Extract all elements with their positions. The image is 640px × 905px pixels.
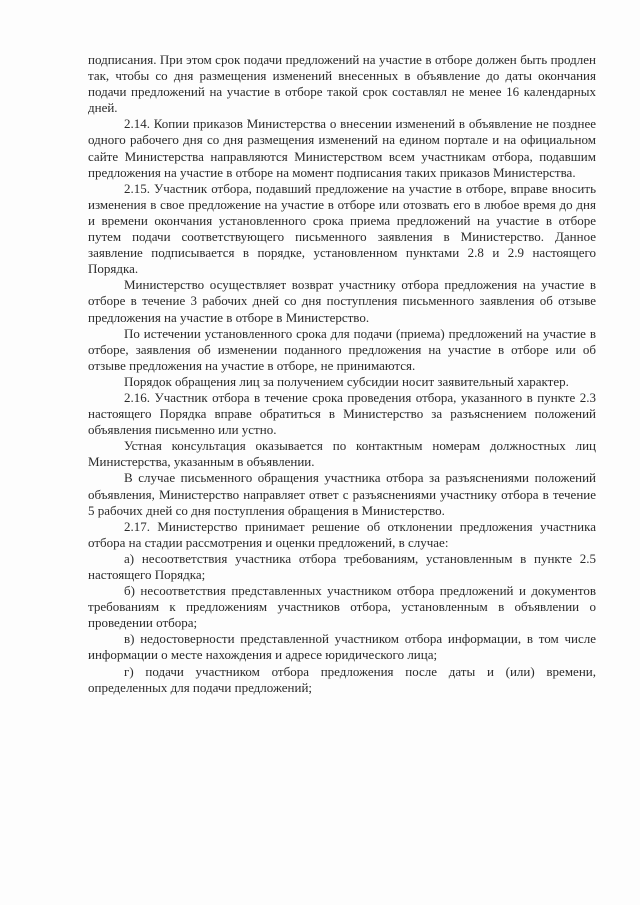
list-item-b: б) несоответствия представленных участником отбора предложений и документов требованиям к предложениям участников отбора, установленным в объявлении о проведении отбора; xyxy=(88,583,596,631)
paragraph-2-15: 2.15. Участник отбора, подавший предложение на участие в отборе, вправе вносить изменения в свое предложение на участие в отборе или отозвать его в любое время до дня и времени окончания установленного срока приема предложений на участие в отборе путем подачи соответствующего письменного заявления в Министерство. Данное заявление подписывается в порядке, установленном пунктами 2.8 и 2.9 настоящего Порядка. xyxy=(88,180,596,277)
paragraph-2-16: 2.16. Участник отбора в течение срока проведения отбора, указанного в пункте 2.3 настоящего Порядка вправе обратиться в Министерство за разъяснением положений объявления письменно или устно. xyxy=(88,389,596,438)
paragraph-oral-consultation: Устная консультация оказывается по контактным номерам должностных лиц Министерства, указанным в объявлении. xyxy=(88,438,596,470)
list-item-v: в) недостоверности представленной участником отбора информации, в том числе информации о месте нахождения и адресе юридического лица; xyxy=(88,631,596,663)
paragraph-application-nature: Порядок обращения лиц за получением субсидии носит заявительный характер. xyxy=(124,373,569,389)
paragraph-continuation: подписания. При этом срок подачи предложений на участие в отборе должен быть продлен так, чтобы со дня размещения изменений внесенных в объявление до даты окончания подачи предложений на участие в отборе такой срок составлял не менее 16 календарных дней. xyxy=(88,52,596,116)
list-item-g: г) подачи участником отбора предложения после даты и (или) времени, определенных для подачи предложений; xyxy=(88,663,596,695)
paragraph-return-proposal: Министерство осуществляет возврат участнику отбора предложения на участие в отборе в течение 3 рабочих дней со дня поступления письменного заявления об отзыве предложения на участие в отборе в Министерство. xyxy=(88,277,596,325)
paragraph-2-17: 2.17. Министерство принимает решение об отклонении предложения участника отбора на стадии рассмотрения и оценки предложений, в случае: xyxy=(88,518,596,550)
document-body xyxy=(88,52,596,696)
paragraph-written-request: В случае письменного обращения участника отбора за разъяснениями положений объявления, Министерство направляет ответ с разъяснениями участнику отбора в течение 5 рабочих дней со дня поступления обращения в Министерство. xyxy=(88,470,596,518)
list-item-a: а) несоответствия участника отбора требованиям, установленным в пункте 2.5 настоящего Порядка; xyxy=(88,550,596,582)
paragraph-deadline: По истечении установленного срока для подачи (приема) предложений на участие в отборе, заявления об изменении поданного предложения на участие в отборе или об отзыве предложения на участие в отборе, не принимаются. xyxy=(88,325,596,373)
paragraph-2-14: 2.14. Копии приказов Министерства о внесении изменений в объявление не позднее одного рабочего дня со дня размещения изменений на едином портале и на официальном сайте Министерства направляются Министерством всем участникам отбора, подавшим предложения на участие в отборе на момент подписания таких приказов Министерства. xyxy=(88,116,596,180)
